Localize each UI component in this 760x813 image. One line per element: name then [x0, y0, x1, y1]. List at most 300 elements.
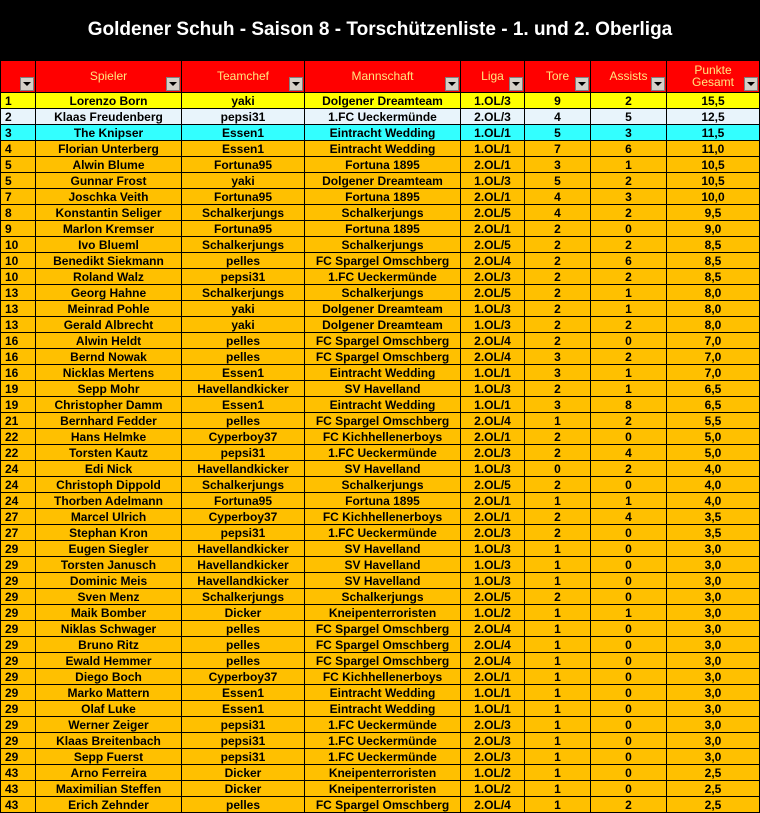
rank-cell[interactable]: 1	[1, 93, 36, 109]
assists-cell[interactable]: 1	[591, 605, 667, 621]
rank-cell[interactable]: 19	[1, 397, 36, 413]
teamchef-cell[interactable]: Havellandkicker	[182, 381, 305, 397]
player-cell[interactable]: Torsten Janusch	[36, 557, 182, 573]
player-cell[interactable]: Thorben Adelmann	[36, 493, 182, 509]
filter-dropdown-icon[interactable]	[575, 77, 589, 91]
goals-cell[interactable]: 7	[525, 141, 591, 157]
goals-cell[interactable]: 1	[525, 701, 591, 717]
goals-cell[interactable]: 2	[525, 589, 591, 605]
player-cell[interactable]: Florian Unterberg	[36, 141, 182, 157]
team-cell[interactable]: 1.FC Ueckermünde	[305, 445, 461, 461]
goals-cell[interactable]: 2	[525, 445, 591, 461]
assists-cell[interactable]: 0	[591, 781, 667, 797]
teamchef-cell[interactable]: pepsi31	[182, 749, 305, 765]
league-cell[interactable]: 2.OL/3	[461, 445, 525, 461]
league-cell[interactable]: 1.OL/3	[461, 461, 525, 477]
player-cell[interactable]: Meinrad Pohle	[36, 301, 182, 317]
teamchef-cell[interactable]: pelles	[182, 349, 305, 365]
player-cell[interactable]: Bruno Ritz	[36, 637, 182, 653]
league-cell[interactable]: 2.OL/1	[461, 669, 525, 685]
assists-cell[interactable]: 2	[591, 461, 667, 477]
points-cell[interactable]: 10,5	[667, 173, 760, 189]
assists-cell[interactable]: 0	[591, 541, 667, 557]
rank-cell[interactable]: 21	[1, 413, 36, 429]
league-cell[interactable]: 2.OL/1	[461, 493, 525, 509]
player-cell[interactable]: Gerald Albrecht	[36, 317, 182, 333]
goals-cell[interactable]: 1	[525, 605, 591, 621]
points-cell[interactable]: 10,5	[667, 157, 760, 173]
points-cell[interactable]: 8,5	[667, 253, 760, 269]
team-cell[interactable]: Schalkerjungs	[305, 237, 461, 253]
rank-cell[interactable]: 5	[1, 173, 36, 189]
assists-cell[interactable]: 1	[591, 285, 667, 301]
rank-cell[interactable]: 29	[1, 685, 36, 701]
filter-dropdown-icon[interactable]	[445, 77, 459, 91]
goals-cell[interactable]: 1	[525, 557, 591, 573]
goals-cell[interactable]: 1	[525, 749, 591, 765]
team-cell[interactable]: FC Spargel Omschberg	[305, 253, 461, 269]
assists-cell[interactable]: 2	[591, 349, 667, 365]
team-cell[interactable]: Dolgener Dreamteam	[305, 93, 461, 109]
rank-cell[interactable]: 8	[1, 205, 36, 221]
points-cell[interactable]: 3,0	[667, 621, 760, 637]
goals-cell[interactable]: 2	[525, 301, 591, 317]
team-cell[interactable]: FC Kichhellenerboys	[305, 669, 461, 685]
team-cell[interactable]: 1.FC Ueckermünde	[305, 749, 461, 765]
points-cell[interactable]: 5,0	[667, 445, 760, 461]
league-cell[interactable]: 2.OL/1	[461, 221, 525, 237]
goals-cell[interactable]: 1	[525, 621, 591, 637]
teamchef-cell[interactable]: Essen1	[182, 141, 305, 157]
player-cell[interactable]: Dominic Meis	[36, 573, 182, 589]
assists-cell[interactable]: 2	[591, 173, 667, 189]
teamchef-cell[interactable]: Essen1	[182, 701, 305, 717]
player-cell[interactable]: Bernhard Fedder	[36, 413, 182, 429]
league-cell[interactable]: 2.OL/3	[461, 109, 525, 125]
assists-cell[interactable]: 1	[591, 493, 667, 509]
points-cell[interactable]: 8,0	[667, 317, 760, 333]
rank-cell[interactable]: 29	[1, 669, 36, 685]
rank-cell[interactable]: 19	[1, 381, 36, 397]
team-cell[interactable]: SV Havelland	[305, 573, 461, 589]
assists-cell[interactable]: 0	[591, 573, 667, 589]
league-cell[interactable]: 2.OL/3	[461, 269, 525, 285]
teamchef-cell[interactable]: pelles	[182, 637, 305, 653]
rank-cell[interactable]: 3	[1, 125, 36, 141]
goals-cell[interactable]: 1	[525, 733, 591, 749]
team-cell[interactable]: SV Havelland	[305, 461, 461, 477]
league-cell[interactable]: 1.OL/3	[461, 317, 525, 333]
team-cell[interactable]: Eintracht Wedding	[305, 701, 461, 717]
goals-cell[interactable]: 4	[525, 205, 591, 221]
goals-cell[interactable]: 1	[525, 781, 591, 797]
rank-cell[interactable]: 43	[1, 765, 36, 781]
team-cell[interactable]: Kneipenterroristen	[305, 605, 461, 621]
goals-cell[interactable]: 2	[525, 333, 591, 349]
goals-cell[interactable]: 4	[525, 189, 591, 205]
teamchef-cell[interactable]: pelles	[182, 797, 305, 813]
assists-cell[interactable]: 6	[591, 253, 667, 269]
goals-cell[interactable]: 2	[525, 317, 591, 333]
assists-cell[interactable]: 0	[591, 685, 667, 701]
teamchef-cell[interactable]: pelles	[182, 413, 305, 429]
points-cell[interactable]: 11,5	[667, 125, 760, 141]
league-cell[interactable]: 1.OL/3	[461, 573, 525, 589]
team-cell[interactable]: 1.FC Ueckermünde	[305, 109, 461, 125]
assists-cell[interactable]: 0	[591, 701, 667, 717]
rank-cell[interactable]: 5	[1, 157, 36, 173]
team-cell[interactable]: Eintracht Wedding	[305, 397, 461, 413]
teamchef-cell[interactable]: Schalkerjungs	[182, 285, 305, 301]
teamchef-cell[interactable]: pepsi31	[182, 109, 305, 125]
player-cell[interactable]: Alwin Blume	[36, 157, 182, 173]
team-cell[interactable]: Fortuna 1895	[305, 189, 461, 205]
rank-cell[interactable]: 22	[1, 445, 36, 461]
team-cell[interactable]: FC Kichhellenerboys	[305, 509, 461, 525]
league-cell[interactable]: 2.OL/3	[461, 525, 525, 541]
player-cell[interactable]: Marcel Ulrich	[36, 509, 182, 525]
rank-cell[interactable]: 16	[1, 333, 36, 349]
assists-cell[interactable]: 1	[591, 365, 667, 381]
league-cell[interactable]: 1.OL/2	[461, 605, 525, 621]
assists-cell[interactable]: 2	[591, 413, 667, 429]
goals-cell[interactable]: 1	[525, 493, 591, 509]
filter-dropdown-icon[interactable]	[289, 77, 303, 91]
league-cell[interactable]: 2.OL/5	[461, 237, 525, 253]
league-cell[interactable]: 2.OL/5	[461, 589, 525, 605]
team-cell[interactable]: Schalkerjungs	[305, 477, 461, 493]
rank-cell[interactable]: 29	[1, 653, 36, 669]
points-cell[interactable]: 7,0	[667, 365, 760, 381]
rank-cell[interactable]: 10	[1, 269, 36, 285]
assists-cell[interactable]: 3	[591, 189, 667, 205]
teamchef-cell[interactable]: pelles	[182, 333, 305, 349]
team-cell[interactable]: 1.FC Ueckermünde	[305, 717, 461, 733]
team-cell[interactable]: Kneipenterroristen	[305, 781, 461, 797]
rank-cell[interactable]: 24	[1, 493, 36, 509]
points-cell[interactable]: 3,0	[667, 557, 760, 573]
teamchef-cell[interactable]: pepsi31	[182, 733, 305, 749]
goals-cell[interactable]: 1	[525, 717, 591, 733]
points-cell[interactable]: 3,0	[667, 637, 760, 653]
assists-cell[interactable]: 0	[591, 733, 667, 749]
points-cell[interactable]: 8,5	[667, 269, 760, 285]
goals-cell[interactable]: 1	[525, 653, 591, 669]
assists-cell[interactable]: 0	[591, 765, 667, 781]
team-cell[interactable]: Schalkerjungs	[305, 285, 461, 301]
league-cell[interactable]: 2.OL/1	[461, 509, 525, 525]
league-cell[interactable]: 2.OL/4	[461, 253, 525, 269]
points-cell[interactable]: 2,5	[667, 765, 760, 781]
teamchef-cell[interactable]: pelles	[182, 653, 305, 669]
player-cell[interactable]: Bernd Nowak	[36, 349, 182, 365]
points-cell[interactable]: 3,0	[667, 573, 760, 589]
rank-cell[interactable]: 29	[1, 717, 36, 733]
goals-cell[interactable]: 1	[525, 797, 591, 813]
teamchef-cell[interactable]: Essen1	[182, 365, 305, 381]
player-cell[interactable]: Arno Ferreira	[36, 765, 182, 781]
teamchef-cell[interactable]: yaki	[182, 317, 305, 333]
league-cell[interactable]: 2.OL/1	[461, 157, 525, 173]
team-cell[interactable]: Dolgener Dreamteam	[305, 301, 461, 317]
assists-cell[interactable]: 0	[591, 621, 667, 637]
assists-cell[interactable]: 5	[591, 109, 667, 125]
assists-cell[interactable]: 0	[591, 637, 667, 653]
assists-cell[interactable]: 1	[591, 301, 667, 317]
league-cell[interactable]: 2.OL/4	[461, 637, 525, 653]
rank-cell[interactable]: 7	[1, 189, 36, 205]
league-cell[interactable]: 1.OL/3	[461, 557, 525, 573]
assists-cell[interactable]: 2	[591, 93, 667, 109]
league-cell[interactable]: 2.OL/1	[461, 429, 525, 445]
league-cell[interactable]: 2.OL/5	[461, 477, 525, 493]
team-cell[interactable]: FC Spargel Omschberg	[305, 333, 461, 349]
teamchef-cell[interactable]: Essen1	[182, 125, 305, 141]
rank-cell[interactable]: 43	[1, 797, 36, 813]
assists-cell[interactable]: 0	[591, 525, 667, 541]
player-cell[interactable]: Erich Zehnder	[36, 797, 182, 813]
points-cell[interactable]: 7,0	[667, 349, 760, 365]
league-cell[interactable]: 2.OL/4	[461, 333, 525, 349]
points-cell[interactable]: 10,0	[667, 189, 760, 205]
player-cell[interactable]: Klaas Freudenberg	[36, 109, 182, 125]
player-cell[interactable]: Maik Bomber	[36, 605, 182, 621]
goals-cell[interactable]: 2	[525, 285, 591, 301]
team-cell[interactable]: Fortuna 1895	[305, 221, 461, 237]
goals-cell[interactable]: 3	[525, 349, 591, 365]
rank-cell[interactable]: 27	[1, 525, 36, 541]
goals-cell[interactable]: 3	[525, 397, 591, 413]
team-cell[interactable]: Dolgener Dreamteam	[305, 317, 461, 333]
teamchef-cell[interactable]: Cyperboy37	[182, 429, 305, 445]
team-cell[interactable]: SV Havelland	[305, 381, 461, 397]
filter-dropdown-icon[interactable]	[509, 77, 523, 91]
team-cell[interactable]: Schalkerjungs	[305, 205, 461, 221]
assists-cell[interactable]: 0	[591, 653, 667, 669]
assists-cell[interactable]: 0	[591, 221, 667, 237]
player-cell[interactable]: Klaas Breitenbach	[36, 733, 182, 749]
league-cell[interactable]: 1.OL/1	[461, 701, 525, 717]
team-cell[interactable]: Eintracht Wedding	[305, 685, 461, 701]
league-cell[interactable]: 1.OL/3	[461, 93, 525, 109]
goals-cell[interactable]: 4	[525, 109, 591, 125]
league-cell[interactable]: 2.OL/4	[461, 621, 525, 637]
goals-cell[interactable]: 1	[525, 669, 591, 685]
goals-cell[interactable]: 2	[525, 253, 591, 269]
goals-cell[interactable]: 5	[525, 173, 591, 189]
player-cell[interactable]: Georg Hahne	[36, 285, 182, 301]
rank-cell[interactable]: 10	[1, 253, 36, 269]
points-cell[interactable]: 3,0	[667, 717, 760, 733]
team-cell[interactable]: 1.FC Ueckermünde	[305, 733, 461, 749]
points-cell[interactable]: 6,5	[667, 381, 760, 397]
player-cell[interactable]: Joschka Veith	[36, 189, 182, 205]
player-cell[interactable]: Maximilian Steffen	[36, 781, 182, 797]
teamchef-cell[interactable]: Essen1	[182, 685, 305, 701]
team-cell[interactable]: SV Havelland	[305, 557, 461, 573]
goals-cell[interactable]: 1	[525, 541, 591, 557]
league-cell[interactable]: 2.OL/4	[461, 797, 525, 813]
points-cell[interactable]: 12,5	[667, 109, 760, 125]
assists-cell[interactable]: 0	[591, 477, 667, 493]
points-cell[interactable]: 8,5	[667, 237, 760, 253]
goals-cell[interactable]: 1	[525, 685, 591, 701]
rank-cell[interactable]: 29	[1, 605, 36, 621]
points-cell[interactable]: 3,0	[667, 669, 760, 685]
teamchef-cell[interactable]: pepsi31	[182, 445, 305, 461]
league-cell[interactable]: 1.OL/3	[461, 301, 525, 317]
league-cell[interactable]: 2.OL/5	[461, 205, 525, 221]
goals-cell[interactable]: 2	[525, 509, 591, 525]
assists-cell[interactable]: 6	[591, 141, 667, 157]
rank-cell[interactable]: 9	[1, 221, 36, 237]
team-cell[interactable]: 1.FC Ueckermünde	[305, 525, 461, 541]
league-cell[interactable]: 2.OL/4	[461, 349, 525, 365]
player-cell[interactable]: Christoph Dippold	[36, 477, 182, 493]
goals-cell[interactable]: 3	[525, 365, 591, 381]
goals-cell[interactable]: 0	[525, 461, 591, 477]
team-cell[interactable]: Fortuna 1895	[305, 157, 461, 173]
teamchef-cell[interactable]: Fortuna95	[182, 221, 305, 237]
teamchef-cell[interactable]: pepsi31	[182, 717, 305, 733]
goals-cell[interactable]: 1	[525, 573, 591, 589]
teamchef-cell[interactable]: Fortuna95	[182, 189, 305, 205]
goals-cell[interactable]: 1	[525, 413, 591, 429]
points-cell[interactable]: 3,5	[667, 525, 760, 541]
team-cell[interactable]: FC Spargel Omschberg	[305, 413, 461, 429]
teamchef-cell[interactable]: Dicker	[182, 765, 305, 781]
rank-cell[interactable]: 2	[1, 109, 36, 125]
points-cell[interactable]: 3,0	[667, 685, 760, 701]
rank-cell[interactable]: 29	[1, 749, 36, 765]
points-cell[interactable]: 2,5	[667, 781, 760, 797]
points-cell[interactable]: 9,5	[667, 205, 760, 221]
player-cell[interactable]: Ewald Hemmer	[36, 653, 182, 669]
points-cell[interactable]: 3,0	[667, 733, 760, 749]
player-cell[interactable]: Ivo Blueml	[36, 237, 182, 253]
filter-dropdown-icon[interactable]	[651, 77, 665, 91]
player-cell[interactable]: Olaf Luke	[36, 701, 182, 717]
player-cell[interactable]: Eugen Siegler	[36, 541, 182, 557]
rank-cell[interactable]: 4	[1, 141, 36, 157]
teamchef-cell[interactable]: yaki	[182, 301, 305, 317]
teamchef-cell[interactable]: Dicker	[182, 781, 305, 797]
team-cell[interactable]: FC Spargel Omschberg	[305, 797, 461, 813]
league-cell[interactable]: 1.OL/2	[461, 781, 525, 797]
teamchef-cell[interactable]: Havellandkicker	[182, 461, 305, 477]
goals-cell[interactable]: 1	[525, 765, 591, 781]
assists-cell[interactable]: 0	[591, 429, 667, 445]
assists-cell[interactable]: 2	[591, 269, 667, 285]
team-cell[interactable]: SV Havelland	[305, 541, 461, 557]
team-cell[interactable]: FC Kichhellenerboys	[305, 429, 461, 445]
team-cell[interactable]: Eintracht Wedding	[305, 125, 461, 141]
league-cell[interactable]: 2.OL/1	[461, 189, 525, 205]
team-cell[interactable]: FC Spargel Omschberg	[305, 637, 461, 653]
assists-cell[interactable]: 0	[591, 669, 667, 685]
teamchef-cell[interactable]: yaki	[182, 173, 305, 189]
player-cell[interactable]: Diego Boch	[36, 669, 182, 685]
player-cell[interactable]: Stephan Kron	[36, 525, 182, 541]
player-cell[interactable]: Torsten Kautz	[36, 445, 182, 461]
goals-cell[interactable]: 2	[525, 237, 591, 253]
points-cell[interactable]: 8,0	[667, 285, 760, 301]
points-cell[interactable]: 3,5	[667, 509, 760, 525]
player-cell[interactable]: Sepp Fuerst	[36, 749, 182, 765]
assists-cell[interactable]: 3	[591, 125, 667, 141]
points-cell[interactable]: 3,0	[667, 589, 760, 605]
rank-cell[interactable]: 29	[1, 541, 36, 557]
rank-cell[interactable]: 27	[1, 509, 36, 525]
points-cell[interactable]: 3,0	[667, 605, 760, 621]
teamchef-cell[interactable]: Dicker	[182, 605, 305, 621]
rank-cell[interactable]: 29	[1, 589, 36, 605]
teamchef-cell[interactable]: Essen1	[182, 397, 305, 413]
goals-cell[interactable]: 9	[525, 93, 591, 109]
assists-cell[interactable]: 1	[591, 157, 667, 173]
goals-cell[interactable]: 2	[525, 381, 591, 397]
points-cell[interactable]: 6,5	[667, 397, 760, 413]
goals-cell[interactable]: 3	[525, 157, 591, 173]
points-cell[interactable]: 2,5	[667, 797, 760, 813]
rank-cell[interactable]: 24	[1, 477, 36, 493]
rank-cell[interactable]: 16	[1, 349, 36, 365]
league-cell[interactable]: 2.OL/4	[461, 413, 525, 429]
player-cell[interactable]: Marlon Kremser	[36, 221, 182, 237]
teamchef-cell[interactable]: pepsi31	[182, 525, 305, 541]
league-cell[interactable]: 1.OL/3	[461, 541, 525, 557]
teamchef-cell[interactable]: Schalkerjungs	[182, 477, 305, 493]
assists-cell[interactable]: 2	[591, 205, 667, 221]
rank-cell[interactable]: 29	[1, 573, 36, 589]
points-cell[interactable]: 9,0	[667, 221, 760, 237]
team-cell[interactable]: 1.FC Ueckermünde	[305, 269, 461, 285]
goals-cell[interactable]: 1	[525, 637, 591, 653]
teamchef-cell[interactable]: pelles	[182, 621, 305, 637]
assists-cell[interactable]: 4	[591, 445, 667, 461]
points-cell[interactable]: 11,0	[667, 141, 760, 157]
teamchef-cell[interactable]: Cyperboy37	[182, 509, 305, 525]
league-cell[interactable]: 1.OL/1	[461, 397, 525, 413]
teamchef-cell[interactable]: yaki	[182, 93, 305, 109]
player-cell[interactable]: Alwin Heldt	[36, 333, 182, 349]
points-cell[interactable]: 3,0	[667, 541, 760, 557]
league-cell[interactable]: 1.OL/3	[461, 173, 525, 189]
team-cell[interactable]: Kneipenterroristen	[305, 765, 461, 781]
team-cell[interactable]: Dolgener Dreamteam	[305, 173, 461, 189]
points-cell[interactable]: 3,0	[667, 749, 760, 765]
teamchef-cell[interactable]: Fortuna95	[182, 157, 305, 173]
assists-cell[interactable]: 8	[591, 397, 667, 413]
goals-cell[interactable]: 5	[525, 125, 591, 141]
league-cell[interactable]: 1.OL/1	[461, 365, 525, 381]
league-cell[interactable]: 2.OL/3	[461, 733, 525, 749]
player-cell[interactable]: Benedikt Siekmann	[36, 253, 182, 269]
rank-cell[interactable]: 13	[1, 301, 36, 317]
assists-cell[interactable]: 0	[591, 749, 667, 765]
league-cell[interactable]: 2.OL/5	[461, 285, 525, 301]
points-cell[interactable]: 7,0	[667, 333, 760, 349]
rank-cell[interactable]: 13	[1, 317, 36, 333]
filter-dropdown-icon[interactable]	[166, 77, 180, 91]
points-cell[interactable]: 4,0	[667, 477, 760, 493]
filter-dropdown-icon[interactable]	[20, 77, 34, 91]
rank-cell[interactable]: 29	[1, 701, 36, 717]
teamchef-cell[interactable]: Havellandkicker	[182, 573, 305, 589]
teamchef-cell[interactable]: Schalkerjungs	[182, 589, 305, 605]
assists-cell[interactable]: 4	[591, 509, 667, 525]
goals-cell[interactable]: 2	[525, 477, 591, 493]
